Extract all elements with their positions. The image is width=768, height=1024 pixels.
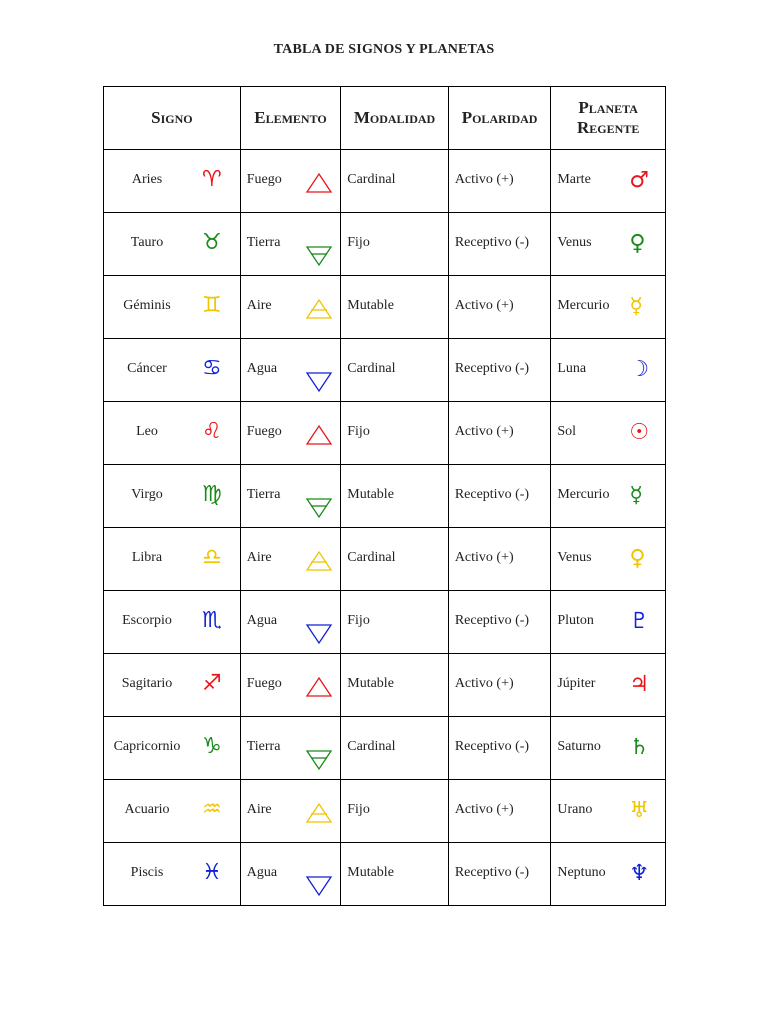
sign-name: Cáncer: [127, 361, 167, 376]
earth-triangle-icon: [305, 496, 333, 520]
table-row: [104, 528, 666, 591]
element-name: Fuego: [246, 424, 282, 439]
planet-symbol-icon: ♆: [629, 861, 650, 886]
table-row: [104, 339, 666, 402]
polarity-name: Activo (+): [454, 676, 514, 691]
element-cell: [240, 213, 341, 276]
polarity-name: Activo (+): [454, 298, 514, 313]
header-row: [104, 87, 666, 150]
sign-name: Escorpio: [122, 613, 172, 628]
sign-name: Piscis: [130, 865, 164, 880]
air-triangle-icon: [305, 549, 333, 573]
modality-name: Fijo: [347, 235, 370, 250]
polarity-cell: [448, 780, 551, 843]
sign-cell: [104, 276, 241, 339]
sign-cell: [104, 213, 241, 276]
earth-triangle-icon: [305, 748, 333, 772]
water-triangle-icon: [305, 874, 333, 898]
polarity-cell: [448, 339, 551, 402]
signs-planets-table: [103, 86, 666, 906]
fire-triangle-icon: [305, 423, 333, 447]
modality-cell: [341, 465, 449, 528]
polarity-name: Receptivo (-): [454, 487, 530, 502]
planet-name: Luna: [557, 361, 587, 376]
planet-name: Urano: [557, 802, 593, 817]
fire-triangle-icon: [305, 675, 333, 699]
planet-symbol-icon: ♂: [629, 168, 650, 193]
modality-name: Cardinal: [347, 550, 396, 565]
planet-name: Mercurio: [557, 298, 610, 313]
sign-name: Acuario: [124, 802, 170, 817]
element-cell: [240, 528, 341, 591]
header-planeta-regente: [551, 87, 666, 150]
sign-name: Sagitario: [121, 676, 173, 691]
element-cell: [240, 150, 341, 213]
zodiac-sign-icon: ♊: [202, 293, 222, 318]
element-cell: [240, 780, 341, 843]
sign-cell: [104, 654, 241, 717]
modality-cell: [341, 843, 449, 906]
polarity-cell: [448, 402, 551, 465]
table-row: [104, 717, 666, 780]
zodiac-sign-icon: ♌: [202, 419, 222, 444]
sign-cell: [104, 339, 241, 402]
zodiac-sign-icon: ♈: [202, 167, 222, 192]
element-name: Agua: [246, 865, 278, 880]
sign-cell: [104, 591, 241, 654]
sign-name: Capricornio: [113, 739, 181, 754]
planet-cell: [551, 150, 666, 213]
element-name: Fuego: [246, 172, 282, 187]
planet-cell: [551, 780, 666, 843]
modality-cell: [341, 780, 449, 843]
modality-name: Cardinal: [347, 172, 396, 187]
header-elemento: Elemento: [240, 87, 341, 150]
modality-name: Cardinal: [347, 361, 396, 376]
planet-symbol-icon: ♅: [629, 798, 650, 823]
planet-cell: [551, 465, 666, 528]
modality-name: Mutable: [347, 676, 394, 691]
modality-cell: [341, 591, 449, 654]
polarity-cell: [448, 843, 551, 906]
element-name: Aire: [246, 802, 272, 817]
modality-cell: [341, 339, 449, 402]
header-planeta-line1: Planeta: [578, 98, 638, 117]
polarity-name: Receptivo (-): [454, 235, 530, 250]
header-polaridad: Polaridad: [448, 87, 551, 150]
planet-cell: [551, 402, 666, 465]
planet-symbol-icon: ☉: [629, 420, 650, 445]
element-cell: [240, 276, 341, 339]
planet-cell: [551, 276, 666, 339]
table-row: [104, 276, 666, 339]
planet-symbol-icon: ♀: [629, 231, 646, 256]
polarity-name: Activo (+): [454, 424, 514, 439]
planet-name: Mercurio: [557, 487, 610, 502]
sign-name: Tauro: [130, 235, 164, 250]
water-triangle-icon: [305, 370, 333, 394]
polarity-cell: [448, 150, 551, 213]
sign-cell: [104, 465, 241, 528]
zodiac-sign-icon: ♋: [202, 356, 222, 381]
sign-name: Virgo: [131, 487, 163, 502]
planet-name: Venus: [557, 235, 592, 250]
sign-cell: [104, 528, 241, 591]
planet-cell: [551, 843, 666, 906]
zodiac-sign-icon: ♉: [202, 230, 222, 255]
polarity-name: Activo (+): [454, 172, 514, 187]
table-row: [104, 843, 666, 906]
planet-name: Sol: [557, 424, 577, 439]
fire-triangle-icon: [305, 171, 333, 195]
table-row: [104, 780, 666, 843]
air-triangle-icon: [305, 801, 333, 825]
element-cell: [240, 402, 341, 465]
planet-name: Venus: [557, 550, 592, 565]
sign-name: Aries: [131, 172, 163, 187]
element-name: Tierra: [246, 739, 281, 754]
element-cell: [240, 591, 341, 654]
element-name: Agua: [246, 613, 278, 628]
header-modalidad: Modalidad: [341, 87, 449, 150]
zodiac-sign-icon: ♏: [202, 608, 222, 633]
zodiac-sign-icon: ♓: [202, 860, 222, 885]
sign-cell: [104, 150, 241, 213]
modality-name: Fijo: [347, 613, 370, 628]
modality-name: Mutable: [347, 487, 394, 502]
polarity-cell: [448, 213, 551, 276]
water-triangle-icon: [305, 622, 333, 646]
modality-cell: [341, 654, 449, 717]
planet-name: Neptuno: [557, 865, 606, 880]
planet-symbol-icon: ☿: [629, 483, 643, 508]
modality-name: Cardinal: [347, 739, 396, 754]
planet-cell: [551, 528, 666, 591]
element-cell: [240, 717, 341, 780]
modality-name: Fijo: [347, 802, 370, 817]
earth-triangle-icon: [305, 244, 333, 268]
modality-cell: [341, 402, 449, 465]
page-title: TABLA DE SIGNOS Y PLANETAS: [273, 42, 495, 57]
polarity-name: Receptivo (-): [454, 739, 530, 754]
sign-name: Leo: [136, 424, 158, 439]
polarity-cell: [448, 276, 551, 339]
polarity-name: Activo (+): [454, 802, 514, 817]
element-name: Tierra: [246, 235, 281, 250]
planet-cell: [551, 654, 666, 717]
modality-cell: [341, 213, 449, 276]
table-row: [104, 654, 666, 717]
modality-cell: [341, 150, 449, 213]
polarity-cell: [448, 591, 551, 654]
table-row: [104, 213, 666, 276]
planet-name: Marte: [557, 172, 591, 187]
planet-symbol-icon: ♇: [629, 609, 650, 634]
planet-cell: [551, 213, 666, 276]
polarity-cell: [448, 465, 551, 528]
planet-cell: [551, 717, 666, 780]
table-row: [104, 465, 666, 528]
sign-name: Géminis: [123, 298, 171, 313]
planet-name: Pluton: [557, 613, 594, 628]
planet-name: Júpiter: [557, 676, 596, 691]
sign-cell: [104, 843, 241, 906]
planet-symbol-icon: ☽: [629, 357, 650, 382]
element-name: Tierra: [246, 487, 281, 502]
zodiac-sign-icon: ♐: [202, 671, 222, 696]
polarity-name: Activo (+): [454, 550, 514, 565]
element-cell: [240, 843, 341, 906]
element-name: Aire: [246, 550, 272, 565]
polarity-name: Receptivo (-): [454, 865, 530, 880]
planet-cell: [551, 591, 666, 654]
polarity-name: Receptivo (-): [454, 361, 530, 376]
sign-cell: [104, 717, 241, 780]
planet-symbol-icon: ♄: [629, 735, 650, 760]
polarity-cell: [448, 654, 551, 717]
table-row: [104, 150, 666, 213]
planet-symbol-icon: ♃: [629, 672, 650, 697]
modality-cell: [341, 717, 449, 780]
element-cell: [240, 465, 341, 528]
planet-symbol-icon: ☿: [629, 294, 643, 319]
modality-cell: [341, 276, 449, 339]
element-cell: [240, 339, 341, 402]
element-name: Agua: [246, 361, 278, 376]
sign-cell: [104, 780, 241, 843]
polarity-name: Receptivo (-): [454, 613, 530, 628]
zodiac-sign-icon: ♎: [202, 545, 222, 570]
table-row: [104, 591, 666, 654]
planet-cell: [551, 339, 666, 402]
modality-cell: [341, 528, 449, 591]
zodiac-sign-icon: ♍: [202, 482, 222, 507]
table-row: [104, 402, 666, 465]
modality-name: Fijo: [347, 424, 370, 439]
air-triangle-icon: [305, 297, 333, 321]
element-name: Aire: [246, 298, 272, 313]
planet-symbol-icon: ♀: [629, 546, 646, 571]
modality-name: Mutable: [347, 865, 394, 880]
header-signo: Signo: [104, 87, 241, 150]
zodiac-sign-icon: ♑: [202, 734, 222, 759]
polarity-cell: [448, 717, 551, 780]
modality-name: Mutable: [347, 298, 394, 313]
header-planeta-line2: Regente: [577, 118, 640, 137]
planet-name: Saturno: [557, 739, 601, 754]
zodiac-sign-icon: ♒: [202, 797, 222, 822]
element-name: Fuego: [246, 676, 282, 691]
sign-cell: [104, 402, 241, 465]
sign-name: Libra: [131, 550, 163, 565]
element-cell: [240, 654, 341, 717]
polarity-cell: [448, 528, 551, 591]
